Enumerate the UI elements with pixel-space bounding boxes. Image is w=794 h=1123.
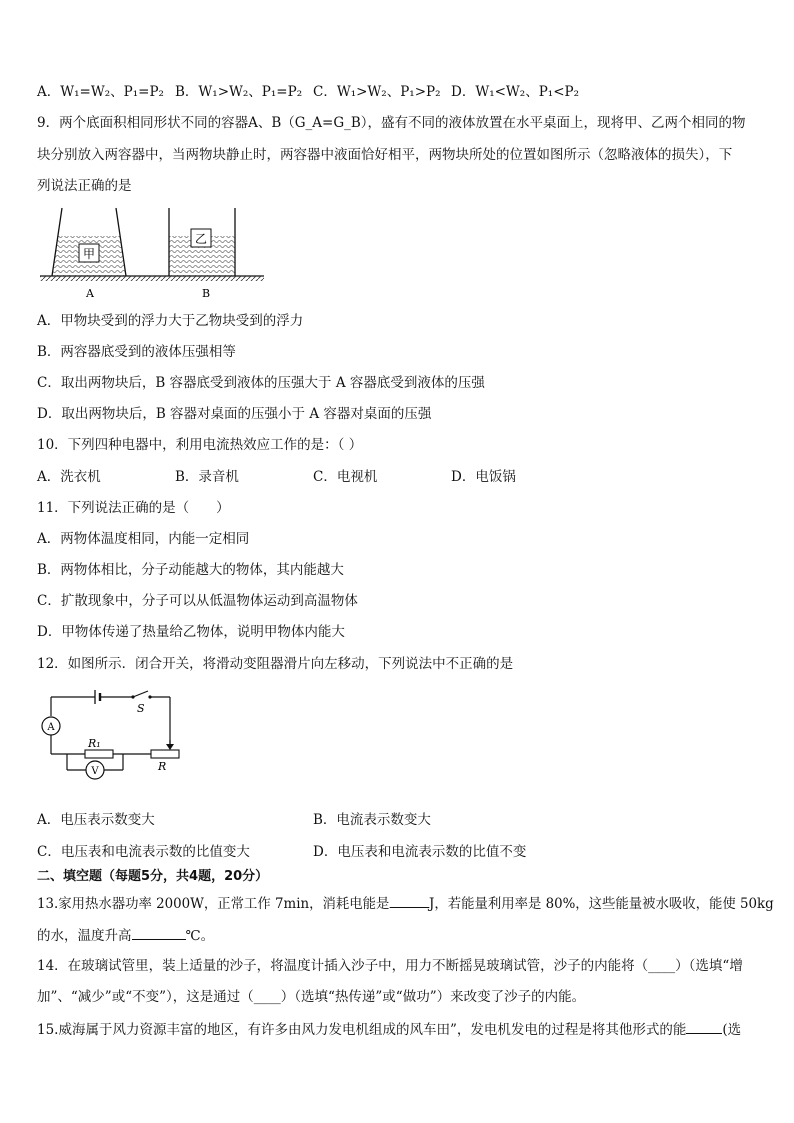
q9-option-d: D．取出两物块后，B 容器对桌面的压强小于 A 容器对桌面的压强 [37,406,432,422]
q15-line1 [37,1019,741,1040]
q13-blank-temperature[interactable] [132,925,186,940]
q13-line2b: ℃。 [185,928,215,944]
block-jia-label: 甲 [82,247,96,261]
q12-circuit-figure [40,688,180,794]
q10-option-c: C．电视机 [313,469,378,485]
q13-part2: J，若能量利用率是 80%，这些能量被水吸收，能使 50kg [428,896,774,912]
q9-stem-line3: 列说法正确的是 [37,178,132,194]
q14-line1: 14．在玻璃试管里，装上适量的沙子，将温度计插入沙子中，用力不断摇晃玻璃试管，沙子的内能将（____）（选填“增 [37,958,743,974]
q8-option-b: B．W₁>W₂、P₁=P₂ [175,84,303,100]
resistor-r1-label: R₁ [88,737,101,750]
q8-option-d: D．W₁<W₂、P₁<P₂ [451,84,580,100]
rheostat-r [151,750,179,758]
q12-stem: 12．如图所示．闭合开关，将滑动变阻器滑片向左移动，下列说法中不正确的是 [37,656,514,672]
q9-containers-figure [38,204,270,302]
q10-option-a: A．洗衣机 [37,469,101,485]
q8-option-c: C．W₁>W₂、P₁>P₂ [313,84,441,100]
q9-option-c: C．取出两物块后，B 容器底受到液体的压强大于 A 容器底受到液体的压强 [37,375,485,391]
q11-option-b: B．两物体相比，分子动能越大的物体，其内能越大 [37,562,344,578]
q10-stem: 10．下列四种电器中，利用电流热效应工作的是：（ ） [37,437,363,453]
q12-option-a: A．电压表示数变大 [37,812,155,828]
block-yi-label: 乙 [194,232,208,246]
q15-part1: 15.威海属于风力资源丰富的地区，有许多由风力发电机组成的风车田”，发电机发电的过程是将其他形式的能 [37,1022,687,1038]
q13-part1: 13.家用热水器功率 2000W，正常工作 7min，消耗电能是 [37,896,390,912]
q15-blank[interactable] [686,1019,722,1034]
figure-label-a: A [86,287,94,300]
q11-option-c: C．扩散现象中，分子可以从低温物体运动到高温物体 [37,593,358,609]
q14-line2: 加”、“减少”或“不变”），这是通过（____）（选填“热传递”或“做功”）来改变了沙子的内能。 [37,989,586,1005]
q12-option-c: C．电压表和电流表示数的比值变大 [37,844,250,860]
q10-option-d: D．电饭锅 [451,469,516,485]
section2-title: 二、填空题（每题5分，共4题，20分） [37,869,269,884]
rheostat-r-label: R [158,760,167,773]
q11-stem: 11．下列说法正确的是（ ） [37,500,230,516]
q13-blank-energy[interactable] [389,893,429,908]
q12-option-d: D．电压表和电流表示数的比值不变 [313,844,527,860]
switch-label: S [137,702,145,715]
voltmeter-label: V [91,766,99,777]
q13-line1 [37,893,774,914]
q12-option-b: B．电流表示数变大 [313,812,431,828]
q11-option-d: D．甲物体传递了热量给乙物体，说明甲物体内能大 [37,624,345,640]
q9-stem-line1: 9．两个底面积相同形状不同的容器A、B（G_A=G_B），盛有不同的液体放置在水平桌面上，现将甲、乙两个相同的物 [37,115,746,131]
table-hatch [40,276,264,281]
switch-arm [133,691,148,697]
q15-part2: (选 [722,1022,742,1038]
figure-label-b: B [201,287,211,300]
q9-option-b: B．两容器底受到的液体压强相等 [37,344,236,360]
q8-option-a: A．W₁=W₂、P₁=P₂ [37,84,164,100]
resistor-r1 [85,750,113,758]
q13-line2 [37,925,214,946]
q13-line2a: 的水，温度升高 [37,928,132,944]
q11-option-a: A．两物体温度相同，内能一定相同 [37,531,250,547]
ammeter-label: A [47,722,55,733]
q10-option-b: B．录音机 [175,469,239,485]
q9-option-a: A．甲物块受到的浮力大于乙物块受到的浮力 [37,313,304,329]
q9-stem-line2: 块分别放入两容器中，当两物块静止时，两容器中液面恰好相平，两物块所处的位置如图所示（忽略液体的损失），下 [37,147,733,163]
rheostat-slider [166,744,174,750]
